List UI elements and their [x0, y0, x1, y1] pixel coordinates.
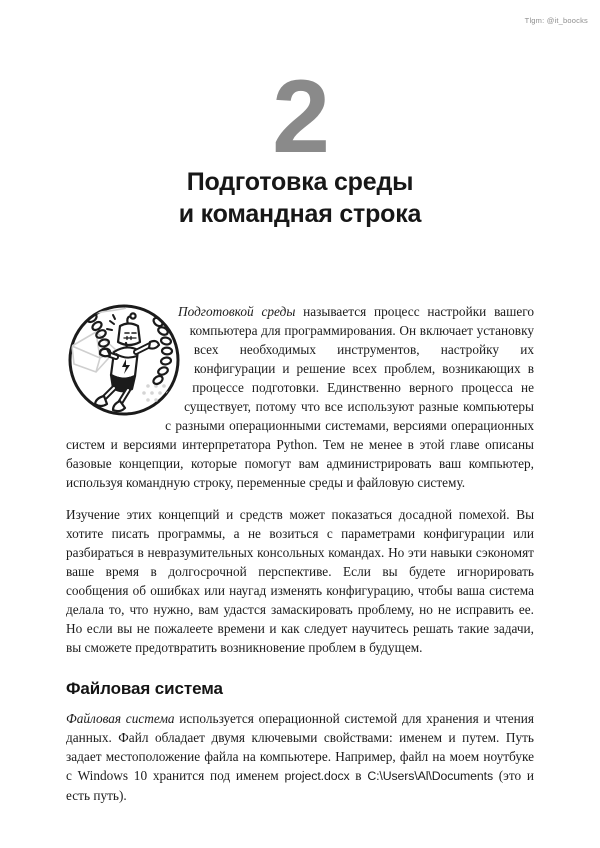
code-filename: project.docx	[284, 769, 350, 784]
chapter-title-line-2: и командная строка	[178, 199, 422, 228]
chapter-number: 2	[272, 59, 328, 175]
chapter-title-line-1: Подготовка среды	[186, 167, 414, 196]
filesystem-lead-term: Файловая система	[66, 711, 175, 727]
code-path: C:\Users\Al\Documents	[367, 769, 493, 784]
page-content	[66, 302, 534, 817]
filesystem-text-part-1: используется операционной системой для хранения и чтения данных. Файл обладает двумя ключевыми свойствами: именем и путем. Путь задает местоположение файла на компьютере. Например, файл на моем ноутбуке с Windows 10 хранится под именем	[66, 711, 534, 784]
watermark-label: Tlgm: @it_boocks	[524, 16, 588, 25]
chapter-title	[66, 166, 534, 230]
intro-lead-term: Подготовкой среды	[178, 304, 296, 319]
section-heading-filesystem: Файловая система	[66, 679, 223, 698]
filesystem-text-part-3: (это и есть путь).	[66, 768, 534, 803]
second-paragraph: Изучение этих концепций и средств может показаться досадной помехой. Вы хотите писать программы, а не возиться с параметрами конфигурации или разбираться в невразумительных консольных командах. Но эти навыки сэкономят ваше время в долгосрочной перспективе. Если вы будете игнорировать сообщения об ошибках или наугад изменять конфигурацию, чтобы ваша система делала то, что нужно, вам удастся замаскировать проблему, но не исправить ее. Но если вы не пожалеете времени и как следует научитесь решать такие задачи, вы сможете предотвратить возникновение проблем в будущем.	[66, 507, 534, 655]
filesystem-text-part-2: в	[349, 768, 368, 784]
filesystem-paragraph	[66, 709, 534, 805]
chapter-opener	[66, 59, 534, 230]
intro-paragraph-text: называется процесс настройки вашего компьютера для программирования. Он включает установку всех необходимых инструментов, настройку их конфигурации и решение всех проблем, возникающих в процессе подготовки. Единственно верного процесса не существует, потому что все используют разные компьютеры с разными операционными системами, версиями операционных систем и версиями интерпретатора Python. Тем не менее в этой главе описаны базовые концепции, которые помогут вам администрировать ваш компьютер, используя командную строку, переменные среды и файловую систему.	[66, 304, 534, 490]
robot-breaking-chains-icon	[66, 302, 182, 418]
